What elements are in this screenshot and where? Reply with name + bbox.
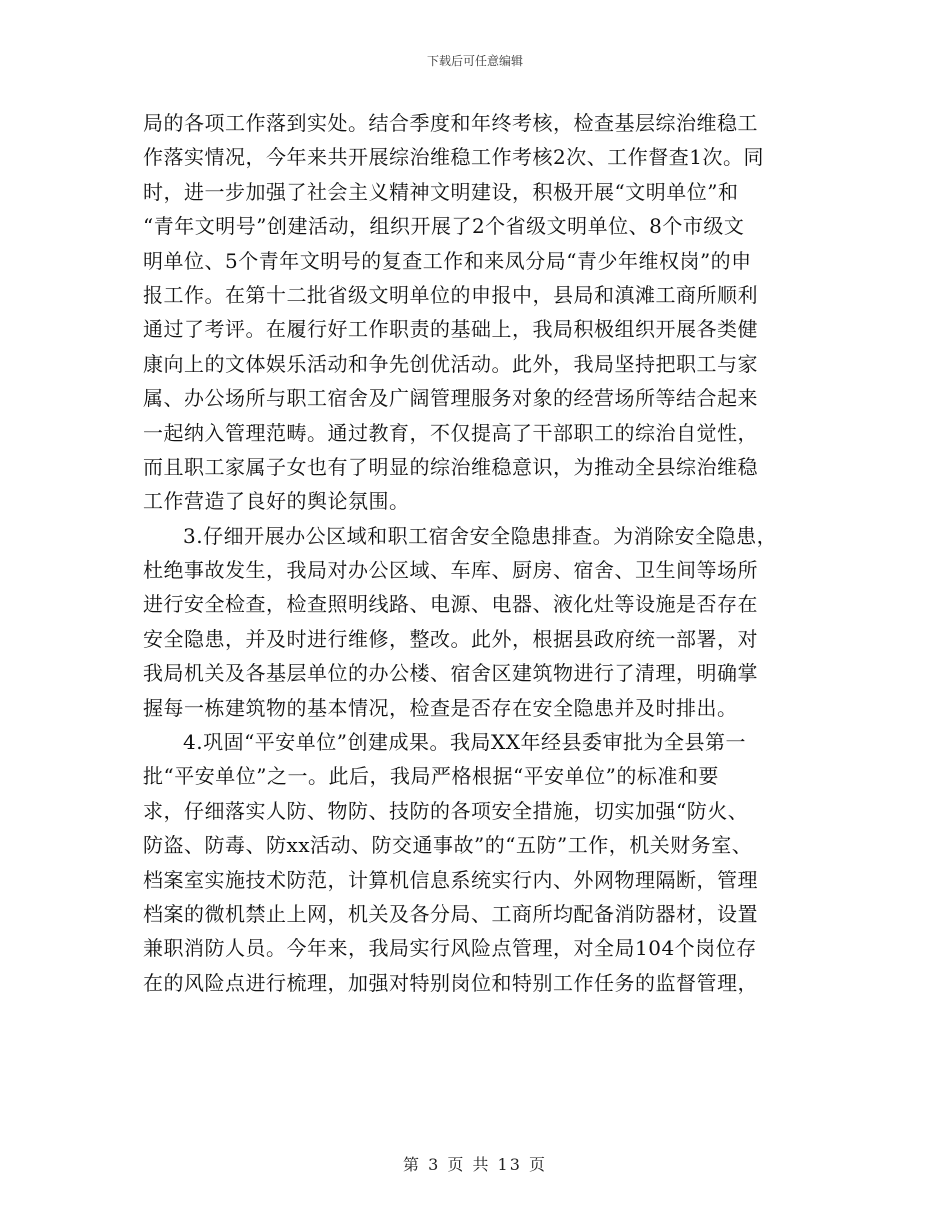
- text-line: 批“平安单位”之一。此后，我局严格根据“平安单位”的标准和要: [143, 764, 719, 789]
- text-line: 时，进一步加强了社会主义精神文明建设，积极开展“文明单位”和: [143, 179, 739, 204]
- text-line: 兼职消防人员。今年来，我局实行风险点管理，对全局104个岗位存: [143, 936, 757, 961]
- text-line: 档案室实施技术防范，计算机信息系统实行内、外网物理隔断，管理: [143, 867, 758, 892]
- text-line: 康向上的文体娱乐活动和争先创优活动。此外，我局坚持把职工与家: [143, 351, 758, 376]
- text-line: 明单位、5个青年文明号的复查工作和来凤分局“青少年维权岗”的申: [143, 248, 752, 273]
- text-line: 档案的微机禁止上网，机关及各分局、工商所均配备消防器材，设置: [143, 901, 758, 926]
- text-line: 杜绝事故发生，我局对办公区域、车库、厨房、宿舍、卫生间等场所: [143, 558, 758, 583]
- text-line: 安全隐患，并及时进行维修，整改。此外，根据县政府统一部署，对: [143, 626, 758, 651]
- text-line: 求，仔细落实人防、物防、技防的各项安全措施，切实加强“防火、: [143, 798, 749, 823]
- text-line: 在的风险点进行梳理，加强对特别岗位和特别工作任务的监督管理，: [143, 970, 758, 995]
- text-line: 我局机关及各基层单位的办公楼、宿舍区建筑物进行了清理，明确掌: [143, 661, 758, 686]
- document-body: [143, 110, 823, 1004]
- text-line: 而且职工家属子女也有了明显的综治维稳意识，为推动全县综治维稳: [143, 454, 758, 479]
- text-line: 作落实情况，今年来共开展综治维稳工作考核2次、工作督查1次。同: [143, 145, 764, 170]
- text-line: 局的各项工作落到实处。结合季度和年终考核，检查基层综治维稳工: [143, 111, 758, 135]
- text-line: 一起纳入管理范畴。通过教育，不仅提高了干部职工的综治自觉性，: [143, 420, 758, 445]
- text-line: 报工作。在第十二批省级文明单位的申报中，县局和滇滩工商所顺利: [143, 282, 758, 307]
- paragraph-start-line: 3.仔细开展办公区域和职工宿舍安全隐患排查。为消除安全隐患，: [183, 523, 778, 548]
- text-line: 通过了考评。在履行好工作职责的基础上，我局积极组织开展各类健: [143, 317, 758, 342]
- paragraph-start-line: 4.巩固“平安单位”创建成果。我局XX年经县委审批为全县第一: [183, 730, 747, 755]
- text-line: 进行安全检查，检查照明线路、电源、电器、液化灶等设施是否存在: [143, 592, 758, 617]
- text-line: 工作营造了良好的舆论氛围。: [143, 489, 410, 514]
- text-line: 属、办公场所与职工宿舍及广阔管理服务对象的经营场所等结合起来: [143, 386, 758, 411]
- text-line: “青年文明号”创建活动，组织开展了2个省级文明单位、8个市级文: [143, 214, 745, 239]
- page-header: 下载后可任意编辑: [426, 54, 523, 68]
- text-line: 握每一栋建筑物的基本情况，检查是否存在安全隐患并及时排出。: [143, 695, 738, 720]
- page-number-footer: 第 3 页 共 13 页: [403, 1155, 547, 1174]
- text-line: 防盗、防毒、防xx活动、防交通事故”的“五防”工作，机关财务室、: [143, 833, 753, 858]
